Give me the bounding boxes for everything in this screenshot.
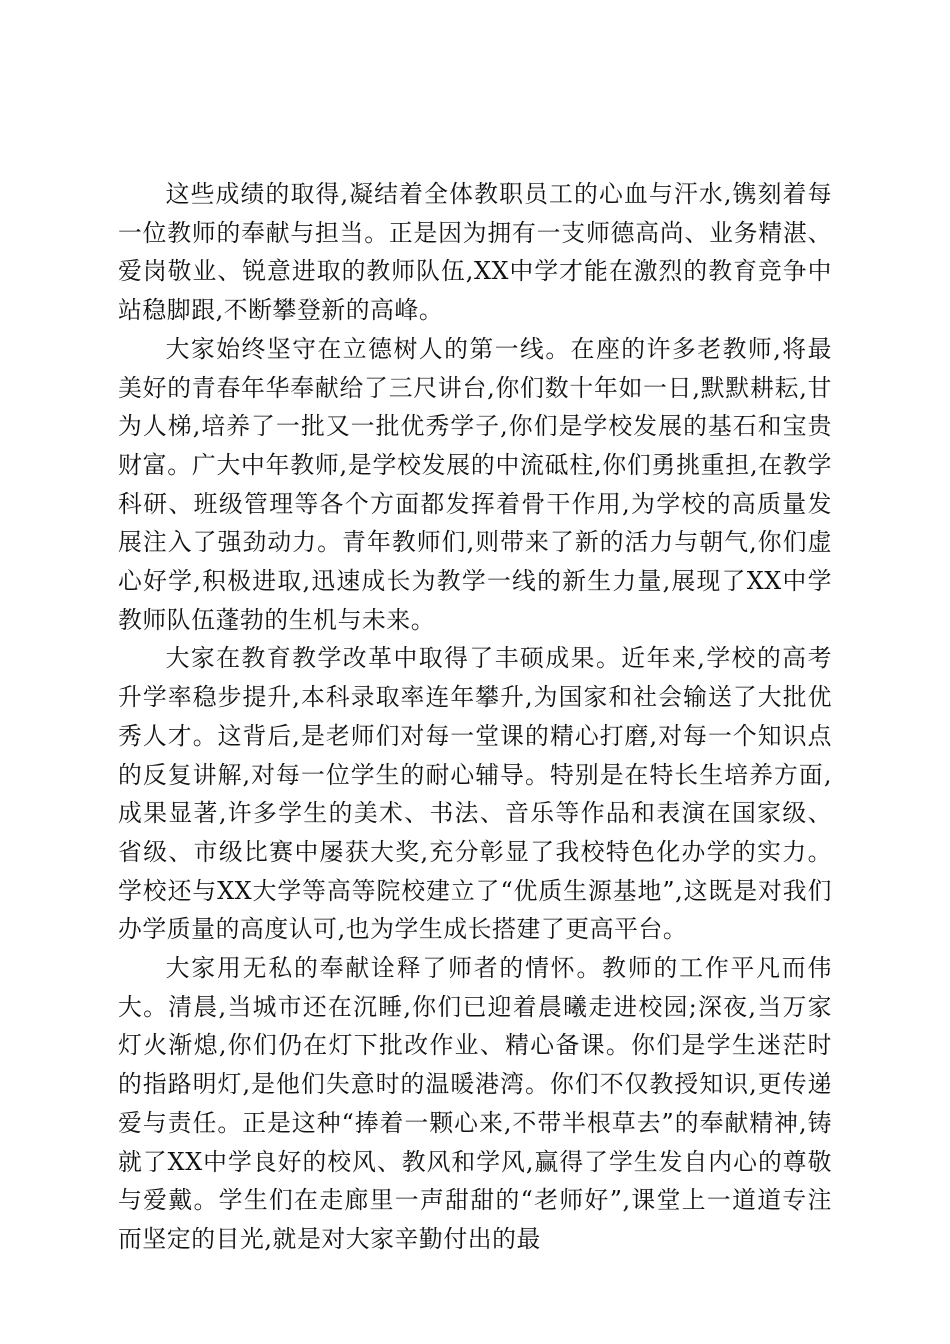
paragraph: 大家始终坚守在立德树人的第一线。在座的许多老教师,将最美好的青春年华奉献给了三尺讲台,你们数十年如一日,默默耕耘,甘为人梯,培养了一批又一批优秀学子,你们是学校发展的基石和宝贵财富。广大中年教师,是学校发展的中流砥柱,你们勇挑重担,在教学科研、班级管理等各个方面都发挥着骨干作用,为学校的高质量发展注入了强劲动力。青年教师们,则带来了新的活力与朝气,你们虚心好学,积极进取,迅速成长为教学一线的新生力量,展现了XX中学教师队伍蓬勃的生机与未来。 [118, 334, 832, 634]
document-body [118, 175, 832, 1259]
paragraph: 这些成绩的取得,凝结着全体教职员工的心血与汗水,镌刻着每一位教师的奉献与担当。正是因为拥有一支师德高尚、业务精湛、爱岗敬业、锐意进取的教师队伍,XX中学才能在激烈的教育竞争中站稳脚跟,不断攀登新的高峰。 [118, 180, 832, 325]
paragraph: 大家用无私的奉献诠释了师者的情怀。教师的工作平凡而伟大。清晨,当城市还在沉睡,你们已迎着晨曦走进校园;深夜,当万家灯火渐熄,你们仍在灯下批改作业、精心备课。你们是学生迷茫时的指路明灯,是他们失意时的温暖港湾。你们不仅教授知识,更传递爱与责任。正是这种“捧着一颗心来,不带半根草去”的奉献精神,铸就了XX中学良好的校风、教风和学风,赢得了学生发自内心的尊敬与爱戴。学生们在走廊里一声甜甜的“老师好”,课堂上一道道专注而坚定的目光,就是对大家辛勤付出的最 [118, 954, 832, 1253]
paragraph: 大家在教育教学改革中取得了丰硕成果。近年来,学校的高考升学率稳步提升,本科录取率连年攀升,为国家和社会输送了大批优秀人才。这背后,是老师们对每一堂课的精心打磨,对每一个知识点的反复讲解,对每一位学生的耐心辅导。特别是在特长生培养方面,成果显著,许多学生的美术、书法、音乐等作品和表演在国家级、省级、市级比赛中屡获大奖,充分彰显了我校特色化办学的实力。学校还与XX大学等高等院校建立了“优质生源基地”,这既是对我们办学质量的高度认可,也为学生成长搭建了更高平台。 [118, 644, 832, 944]
